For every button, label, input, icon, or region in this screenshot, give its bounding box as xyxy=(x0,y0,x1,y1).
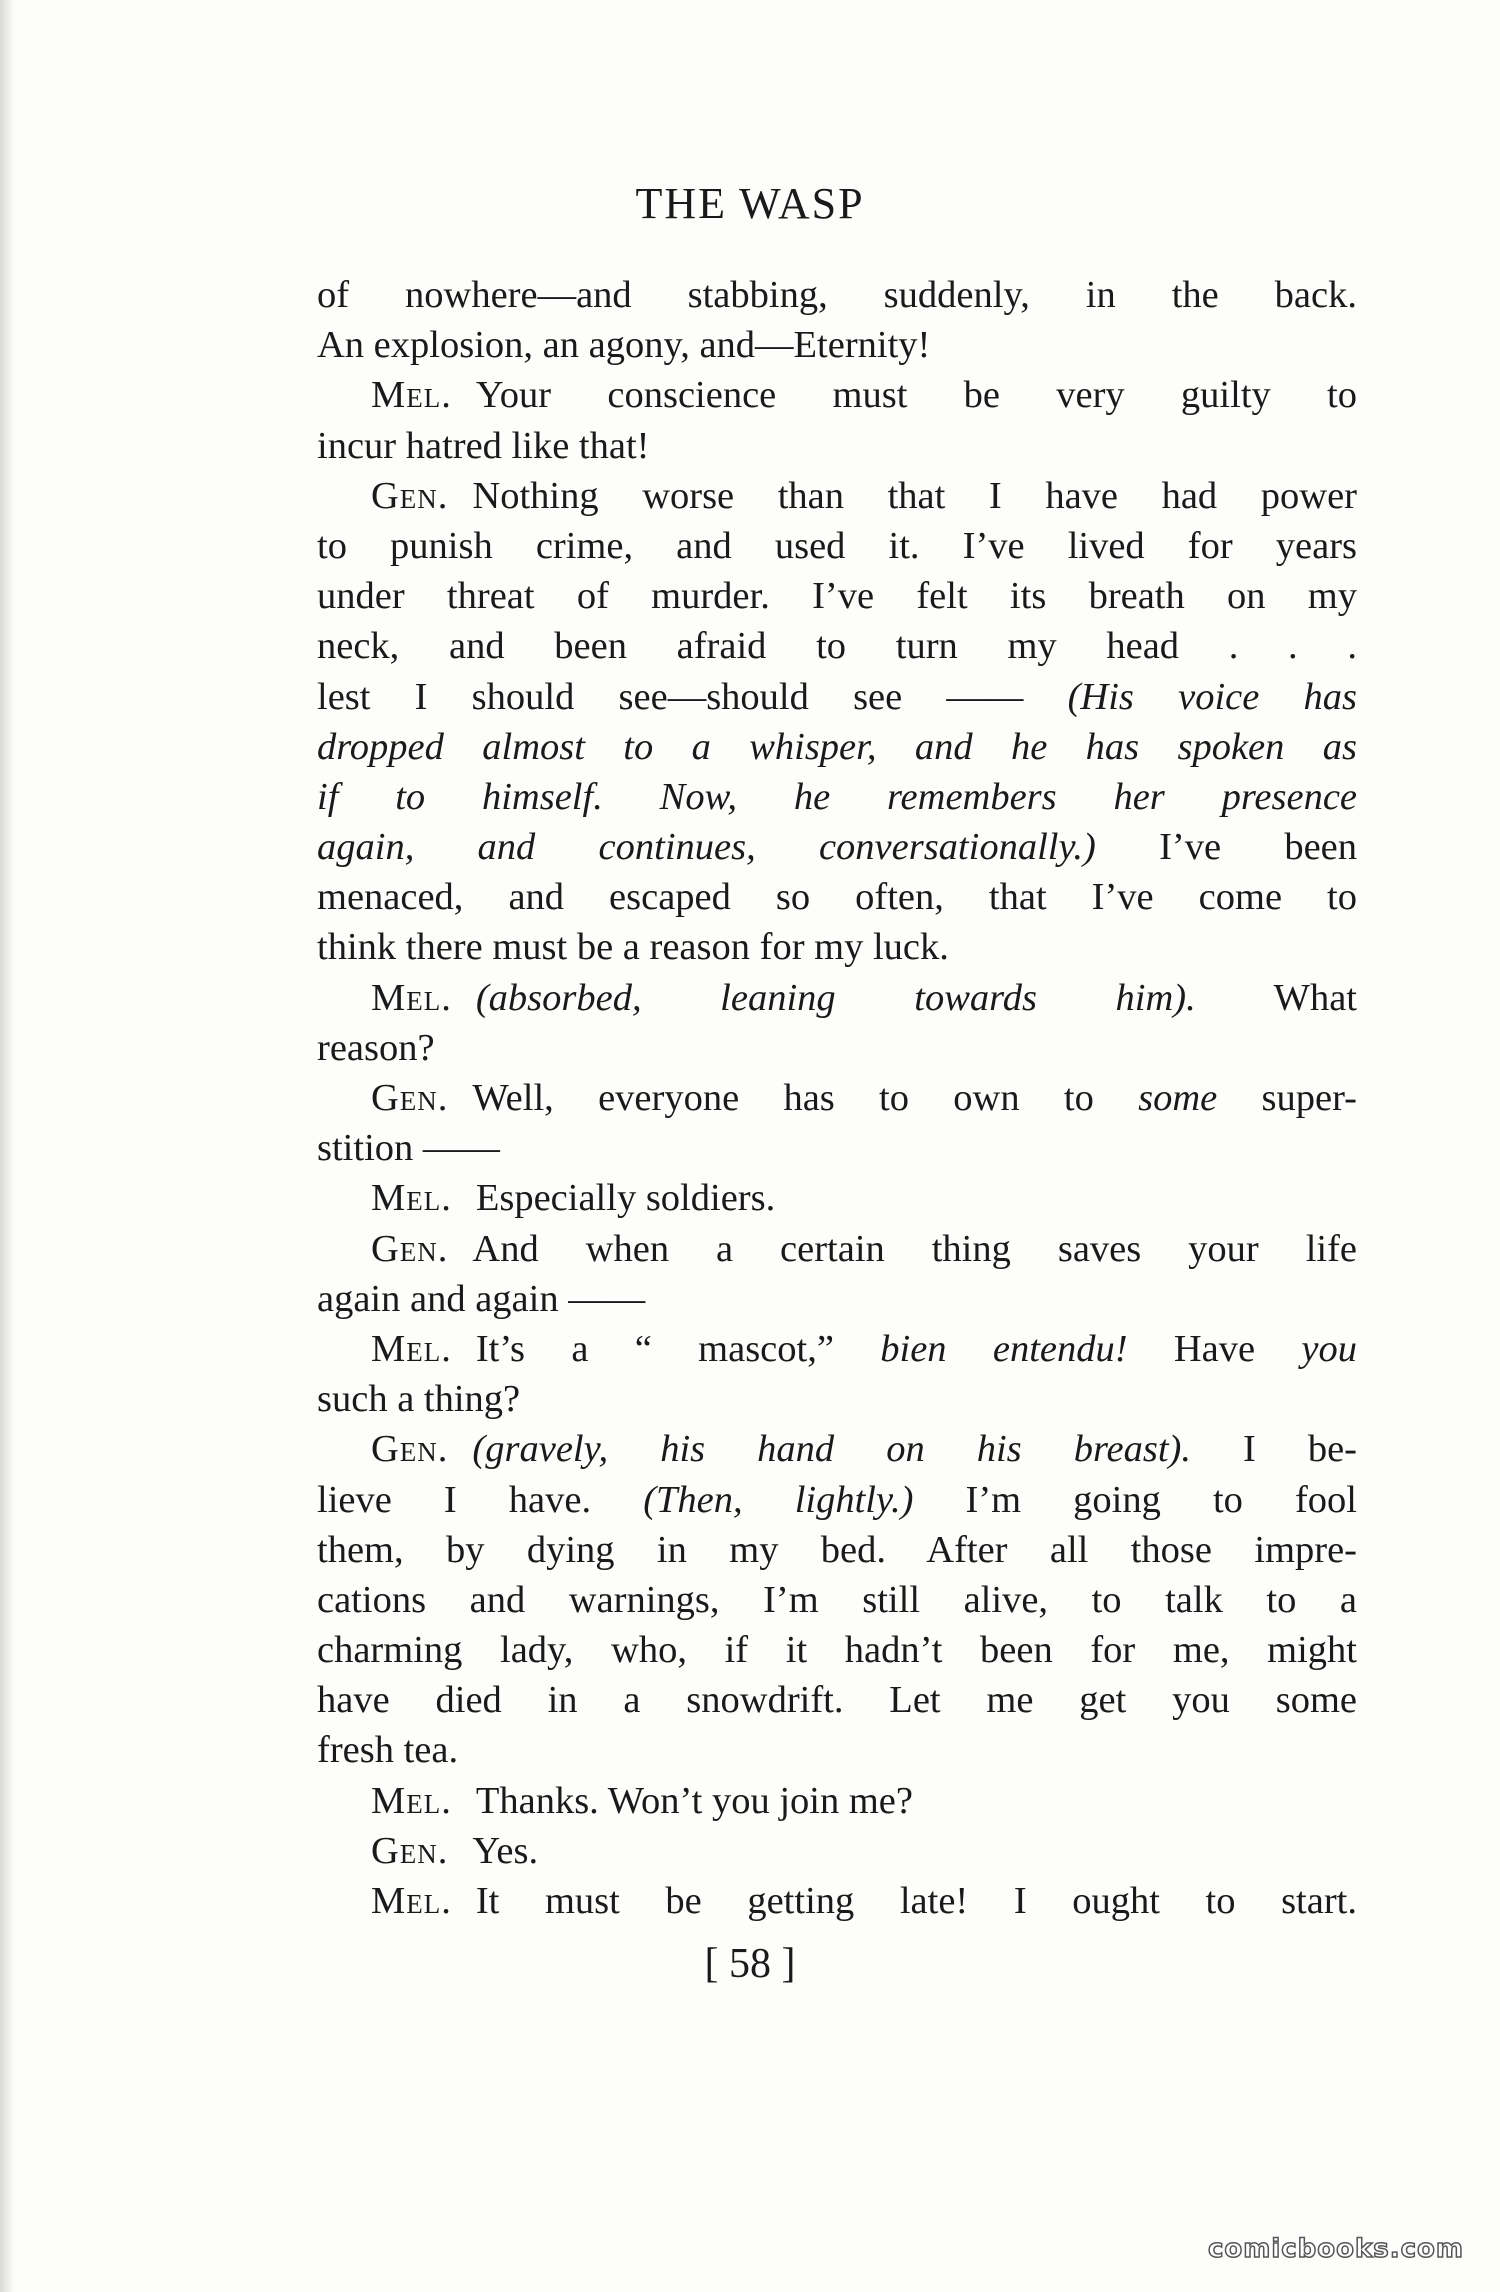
text-line xyxy=(317,1525,1357,1575)
stage-direction: again, and continues, conversationally.) xyxy=(317,826,1096,869)
line-text: lieve I have. xyxy=(317,1478,644,1521)
line-text: I be- xyxy=(1190,1428,1358,1471)
speaker-name: Mel. xyxy=(371,1327,452,1370)
line-text: charming lady, who, if it hadn’t been for me, might xyxy=(317,1629,1357,1672)
speaker-name: Gen. xyxy=(371,1428,449,1471)
text-line xyxy=(317,1173,1357,1223)
line-text: them, by dying in my bed. After all those impre- xyxy=(317,1528,1357,1571)
line-text: Especially soldiers. xyxy=(475,1177,776,1220)
speaker-name: Mel. xyxy=(371,976,452,1019)
speaker-name: Gen. xyxy=(371,1829,449,1872)
emphasis-text: bien entendu! xyxy=(880,1327,1128,1370)
stage-direction: dropped almost to a whisper, and he has spoken as xyxy=(317,725,1357,768)
text-line xyxy=(317,1625,1357,1675)
stage-direction: (gravely, his hand on his breast). xyxy=(472,1428,1191,1471)
body-text xyxy=(317,270,1357,1926)
text-line xyxy=(317,922,1357,972)
line-text: think there must be a reason for my luck. xyxy=(317,926,949,969)
stage-direction: (Then, lightly.) xyxy=(643,1478,914,1521)
stage-direction: (His voice has xyxy=(1067,675,1357,718)
text-line xyxy=(317,1374,1357,1424)
line-text: It’s a “ mascot,” xyxy=(475,1327,881,1370)
line-text: have died in a snowdrift. Let me get you some xyxy=(317,1679,1357,1722)
text-line xyxy=(317,872,1357,922)
text-line xyxy=(317,571,1357,621)
page-number: [ 58 ] xyxy=(704,1941,796,1987)
text-line xyxy=(317,621,1357,671)
text-line xyxy=(317,1324,1357,1374)
text-line xyxy=(317,1876,1357,1926)
text-line xyxy=(317,1274,1357,1324)
line-text: stition —— xyxy=(317,1127,500,1170)
speaker-name: Mel. xyxy=(371,374,452,417)
line-text: Thanks. Won’t you join me? xyxy=(475,1779,913,1822)
text-line xyxy=(317,722,1357,772)
line-text: under threat of murder. I’ve felt its breath on my xyxy=(317,575,1357,618)
text-line xyxy=(317,471,1357,521)
text-line xyxy=(317,1224,1357,1274)
line-text: And when a certain thing saves your life xyxy=(472,1227,1357,1270)
text-line xyxy=(317,1073,1357,1123)
speaker-name: Gen. xyxy=(371,1077,449,1119)
emphasis-text: some xyxy=(1138,1077,1218,1119)
stage-direction: if to himself. Now, he remembers her presence xyxy=(317,775,1357,818)
speaker-name: Mel. xyxy=(371,1177,452,1220)
text-line xyxy=(317,1675,1357,1725)
watermark-logo: comicbooks.com xyxy=(1207,2234,1464,2264)
line-text: I’m going to fool xyxy=(913,1478,1357,1521)
text-line xyxy=(317,1776,1357,1826)
line-text: menaced, and escaped so often, that I’ve come to xyxy=(317,876,1357,919)
line-text: Nothing worse than that I have had power xyxy=(472,474,1357,517)
stage-direction: (absorbed, leaning towards him). xyxy=(475,976,1196,1019)
line-text: I’ve been xyxy=(1095,826,1357,869)
text-line xyxy=(317,1424,1357,1474)
line-text: neck, and been afraid to turn my head . . . xyxy=(317,625,1357,668)
text-line xyxy=(317,1475,1357,1525)
line-text: super- xyxy=(1217,1077,1357,1119)
line-text: An explosion, an agony, and—Eternity! xyxy=(317,324,931,367)
text-line xyxy=(317,1575,1357,1625)
speaker-name: Mel. xyxy=(371,1880,452,1922)
line-text: reason? xyxy=(317,1026,435,1069)
line-text: cations and warnings, I’m still alive, to talk to a xyxy=(317,1578,1357,1621)
line-text: to punish crime, and used it. I’ve lived for years xyxy=(317,524,1357,567)
line-text: again and again —— xyxy=(317,1277,646,1320)
text-line xyxy=(317,370,1357,420)
line-text: incur hatred like that! xyxy=(317,424,650,467)
line-text: Have xyxy=(1127,1327,1302,1370)
line-text: of nowhere—and stabbing, suddenly, in the back. xyxy=(317,274,1357,316)
line-text: such a thing? xyxy=(317,1378,521,1421)
text-line xyxy=(317,672,1357,722)
text-line xyxy=(317,270,1357,320)
speaker-name: Gen. xyxy=(371,1227,449,1270)
line-text: Yes. xyxy=(472,1829,539,1872)
speaker-name: Gen. xyxy=(371,474,449,517)
text-line xyxy=(317,320,1357,370)
text-line xyxy=(317,521,1357,571)
speaker-name: Mel. xyxy=(371,1779,452,1822)
line-text: Well, everyone has to own to xyxy=(472,1077,1139,1119)
text-line xyxy=(317,772,1357,822)
emphasis-text: you xyxy=(1301,1327,1357,1370)
text-line xyxy=(317,973,1357,1023)
text-line xyxy=(317,1826,1357,1876)
running-head: THE WASP xyxy=(635,179,865,228)
line-text: lest I should see—should see —— xyxy=(317,675,1068,718)
text-line xyxy=(317,1023,1357,1073)
line-text: fresh tea. xyxy=(317,1729,459,1772)
text-line xyxy=(317,1725,1357,1775)
line-text: It must be getting late! I ought to start. xyxy=(475,1880,1357,1922)
line-text: Your conscience must be very guilty to xyxy=(475,374,1357,417)
text-line xyxy=(317,421,1357,471)
text-line xyxy=(317,822,1357,872)
line-text: What xyxy=(1195,976,1357,1019)
text-line xyxy=(317,1123,1357,1173)
